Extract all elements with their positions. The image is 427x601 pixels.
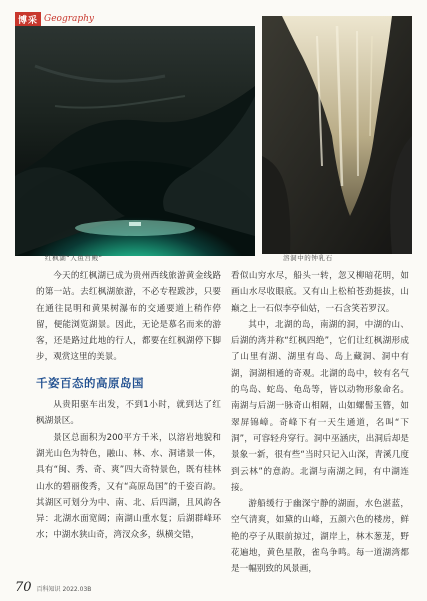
section-tag-english: Geography <box>44 14 95 24</box>
paragraph: 今天的红枫湖已成为贵州西线旅游黄金线路的第一站。去红枫湖旅游，不必专程跋涉，只要在通往昆明和黄果树瀑布的交通要道上稍作停留，便能浏览湖景。因此，无论是慕名而来的游客，还是路过此地的行人，都要在红枫湖停下脚步，观赏这里的美景。 <box>36 271 221 363</box>
paragraph: 其中，北湖的岛，南湖的洞，中湖的山、后湖的湾并称“红枫四绝”，它们让红枫湖形成了山里有湖、湖里有岛、岛上藏洞、洞中有湖，洞湖相通的奇观。北湖的岛中，较有名气的鸟岛、蛇岛、龟岛等，皆以动物形象命名。南湖与后湖一脉奇山相隔，山如螺髻玉簪，如翠屏锦嶂。奇峰下有一天生通道，名叫“下洞”，可容轻舟穿行。洞中巫涵庆，出洞后却是景象一新，很有些“当时只记入山深，青溪几度到云林”的意韵。北湖与南湖之间，有中湖连接。 <box>231 319 409 493</box>
paragraph: 看似山穷水尽，船头一转，忽又柳暗花明，如画山水尽收眼底。又有山上松柏苍劲挺拔，山巅之上一石似李亭仙姑，一石含笑若罗汉。 <box>231 271 409 314</box>
paragraph: 从贵阳驱车出发，不到1小时，就到达了红枫湖景区。 <box>36 400 221 427</box>
photo-caption-left: 红枫湖“人鱼宫殿” <box>45 254 103 262</box>
text-column-left <box>36 268 221 544</box>
photo-red-maple-lake-cave <box>15 26 255 256</box>
text-column-right <box>231 268 409 578</box>
page-footer <box>15 580 91 595</box>
page-number: 70 <box>15 580 32 595</box>
paragraph: 游船缓行于幽深宁静的湖面，水色湛蓝，空气清爽，如黛的山峰，五颜六色的楼房，鲜艳的亭子从眼前掠过，湖岸上，林木葱茏，野花遍地，黄色星散，雀鸟争鸣。每一道湖湾都是一幅别致的风景画， <box>231 499 409 575</box>
section-title: 千姿百态的高原岛国 <box>36 375 144 390</box>
section-tag: 博采 <box>15 12 41 27</box>
photo-caption-right: 溶洞中的钟乳石 <box>283 254 333 262</box>
paragraph: 景区总面积为200平方千米，以溶岩地貌和湖光山色为特色，融山、林、水、洞诸景一体，具有“闽、秀、奇、爽”四大奇特景色，既有桂林山水的碧丽俊秀，又有“高原岛国”的千姿百韵。其湖区可划分为中、南、北、后四湖，且风韵各异：北湖水面宽阔；南湖山重水复；后湖群峰环水；中湖水狭山奇，湾汊众多，纵横交错， <box>36 432 221 541</box>
photo-cave-stalactites <box>262 16 412 254</box>
magazine-issue: 百科知识 2022.03B <box>36 586 92 593</box>
section-header <box>15 11 94 27</box>
